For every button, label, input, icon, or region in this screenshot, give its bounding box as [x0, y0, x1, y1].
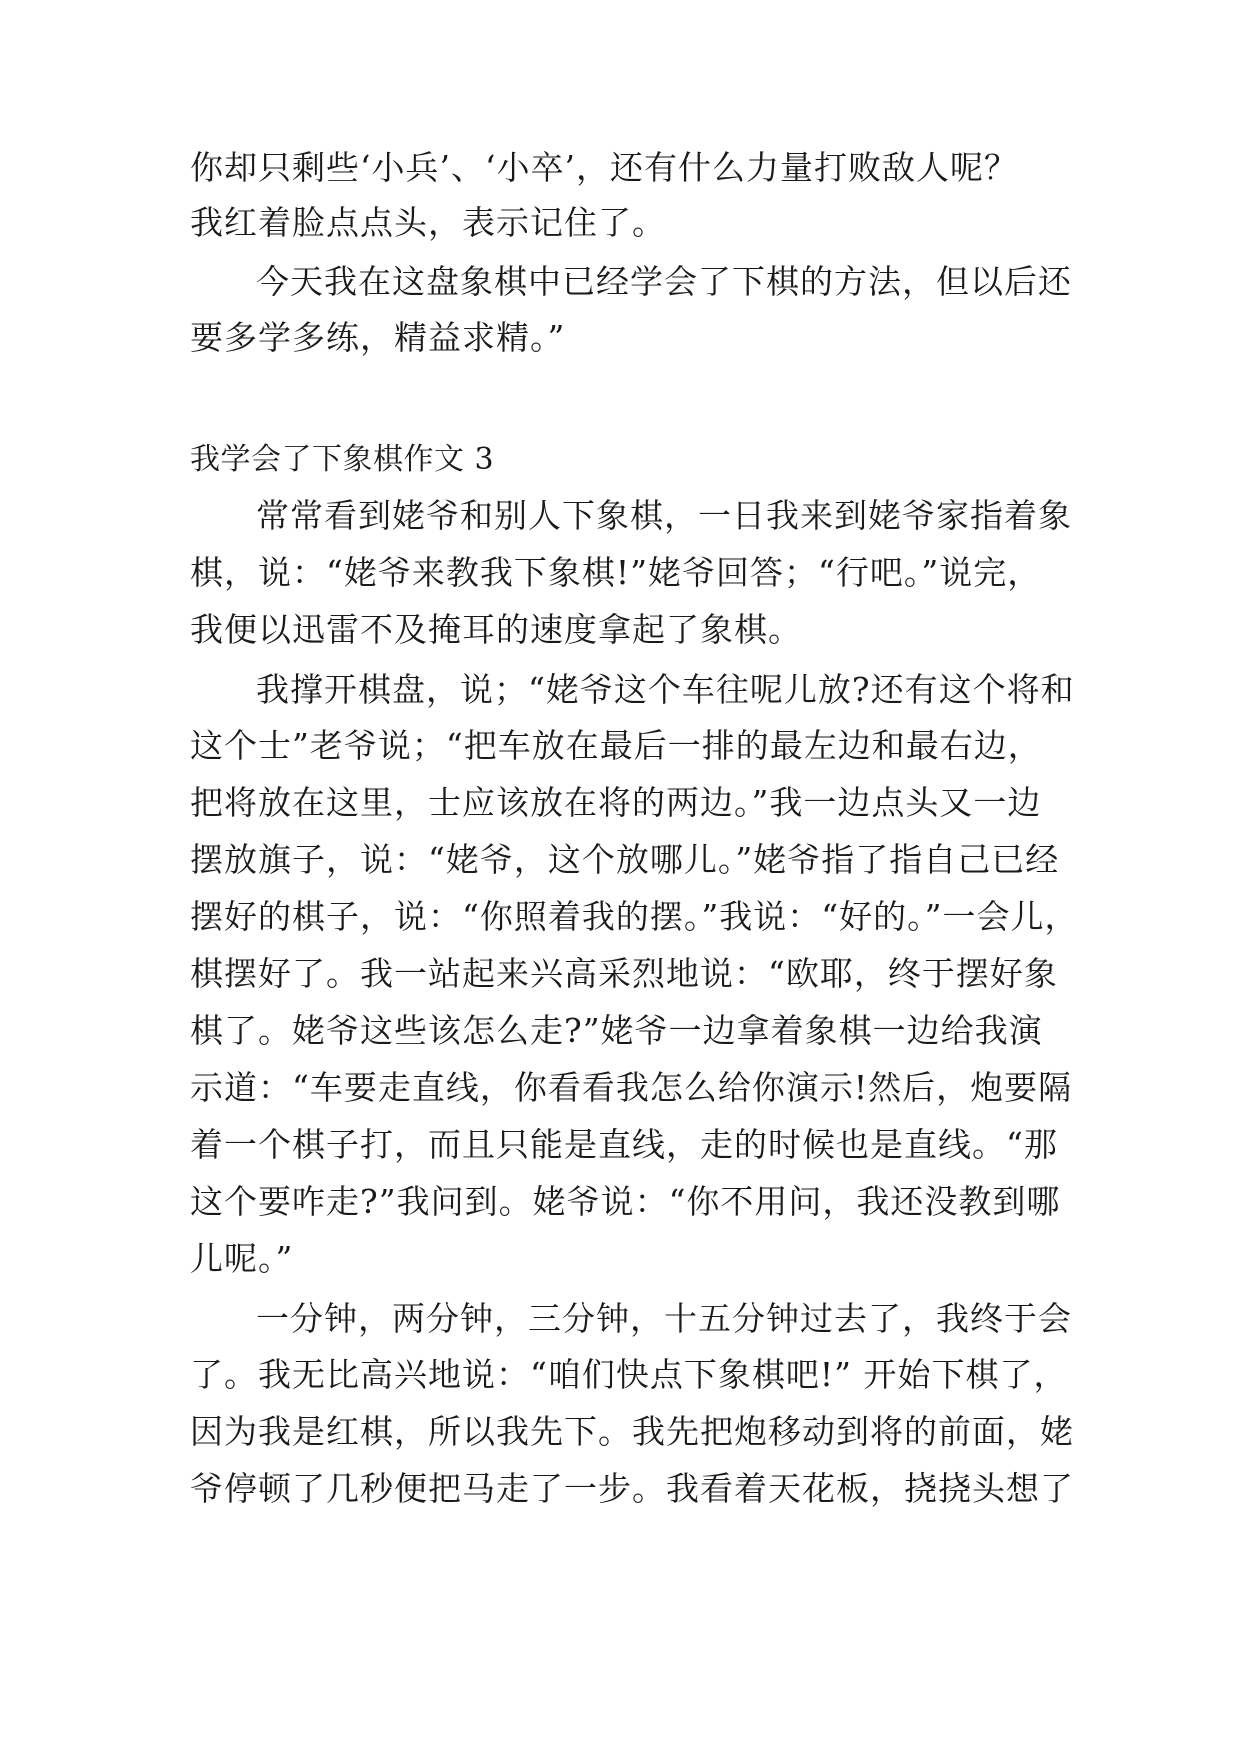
text-line: 一分钟，两分钟，三分钟，十五分钟过去了，我终于会: [256, 1299, 1072, 1338]
text-line: 棋，说：“姥爷来教我下象棋!”姥爷回答；“行吧。”说完，: [190, 553, 1042, 592]
text-line: 我便以迅雷不及掩耳的速度拿起了象棋。: [190, 610, 802, 649]
text-line: 你却只剩些‘小兵’、‘小卒’，还有什么力量打败敌人呢？: [190, 148, 1018, 187]
text-line: 这个要咋走?”我问到。姥爷说：“你不用问，我还没教到哪: [190, 1182, 1061, 1221]
text-line: 爷停顿了几秒便把马走了一步。我看着天花板，挠挠头想了: [190, 1469, 1074, 1508]
text-line: 这个士”老爷说；“把车放在最后一排的最左边和最右边，: [190, 726, 1042, 765]
text-line: 摆好的棋子，说：“你照着我的摆。”我说：“好的。”一会儿，: [190, 897, 1079, 936]
text-line: 今天我在这盘象棋中已经学会了下棋的方法，但以后还: [256, 262, 1072, 301]
text-line: 着一个棋子打，而且只能是直线，走的时候也是直线。“那: [190, 1125, 1058, 1164]
text-line: 常常看到姥爷和别人下象棋，一日我来到姥爷家指着象: [256, 496, 1072, 535]
text-line: 我红着脸点点头，表示记住了。: [190, 203, 666, 242]
text-line: 摆放旗子，说：“姥爷，这个放哪儿。”姥爷指了指自己已经: [190, 840, 1060, 879]
text-line: 棋了。姥爷这些该怎么走?”姥爷一边拿着象棋一边给我演: [190, 1011, 1043, 1050]
text-line: 要多学多练，精益求精。”: [190, 318, 566, 357]
text-line: 棋摆好了。我一站起来兴高采烈地说：“欧耶，终于摆好象: [190, 954, 1058, 993]
text-line: 把将放在这里，士应该放在将的两边。”我一边点头又一边: [190, 783, 1042, 822]
section-heading: 我学会了下象棋作文 3: [190, 442, 495, 477]
text-line: 了。我无比高兴地说：“咱们快点下象棋吧!” 开始下棋了，: [190, 1355, 1068, 1394]
text-line: 因为我是红棋，所以我先下。我先把炮移动到将的前面，姥: [190, 1412, 1074, 1451]
text-line: 儿呢。”: [190, 1239, 294, 1278]
text-line: 示道：“车要走直线，你看看我怎么给你演示!然后，炮要隔: [190, 1068, 1073, 1107]
text-line: 我撑开棋盘，说；“姥爷这个车往呢儿放?还有这个将和: [256, 670, 1075, 709]
